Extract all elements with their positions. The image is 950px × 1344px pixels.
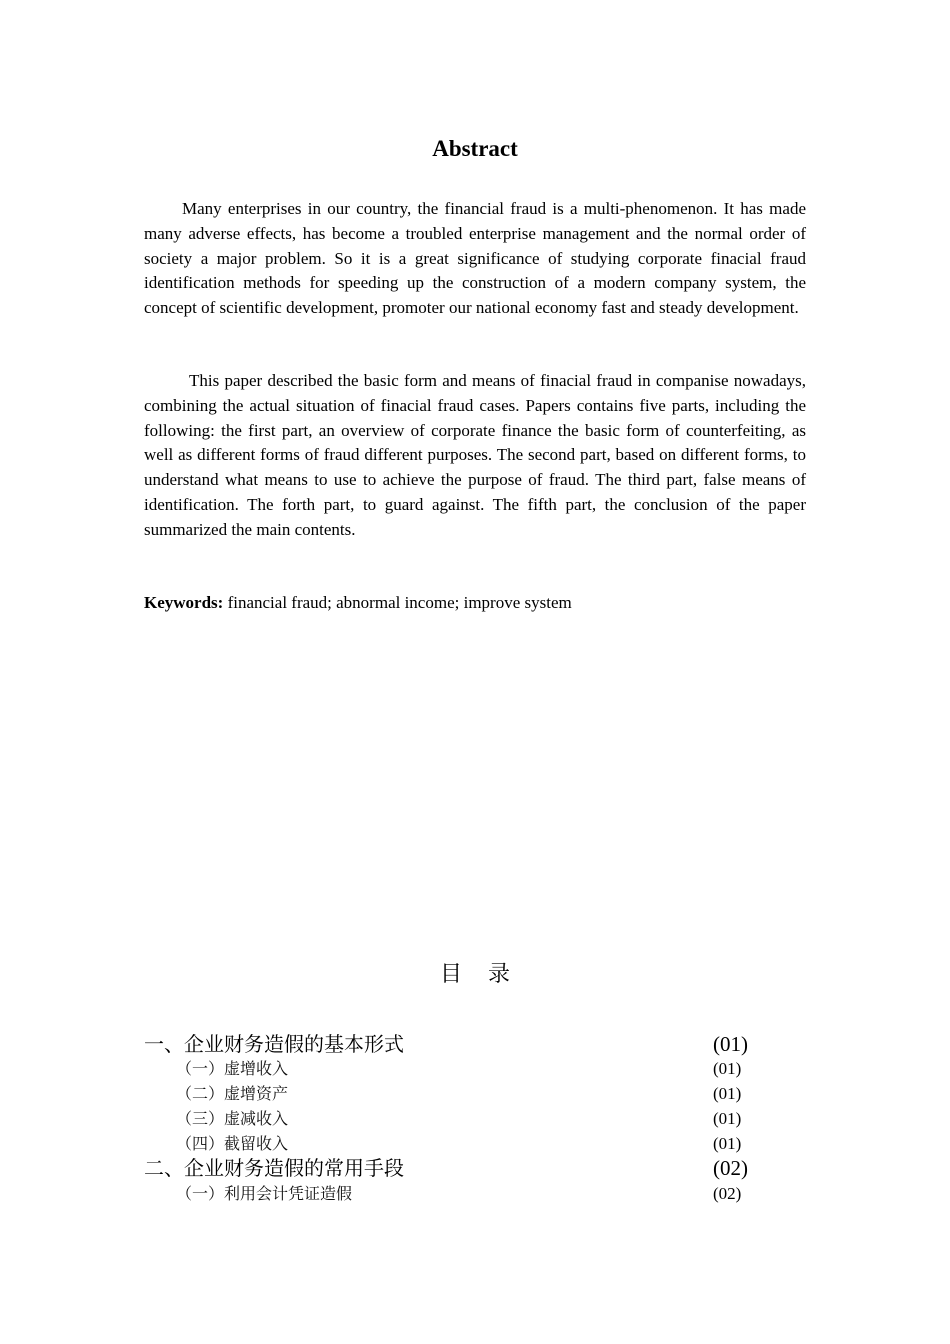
toc-entry-label: （一）利用会计凭证造假 (176, 1184, 353, 1203)
toc-entry[interactable] (144, 1031, 764, 1056)
toc-entry-page: (02) (713, 1184, 742, 1203)
toc-entry-page: (01) (713, 1134, 742, 1153)
abstract-paragraph-1: Many enterprises in our country, the financial fraud is a multi-phenomenon. It has made many adverse effects, has become a troubled enterprise management and the normal order of society a major problem. So it is a great significance of studying corporate finacial fraud identification methods for speeding up the construction of a modern company system, the concept of scientific development, promoter our national economy fast and steady development. (144, 199, 806, 318)
toc-entry-page: (01) (713, 1084, 742, 1103)
toc-entry[interactable] (144, 1082, 764, 1107)
keywords-text: financial fraud; abnormal income; improve system (227, 593, 572, 612)
toc-entry[interactable] (144, 1057, 764, 1082)
toc-entry-label: （三）虚减收入 (176, 1109, 289, 1128)
abstract-paragraph-2: This paper described the basic form and means of finacial fraud in companise nowadays, combining the actual situation of finacial fraud cases. Papers contains five parts, including the following: the first part, an overview of corporate finance the basic form of counterfeiting, as well as different forms of fraud different purposes. The second part, based on different forms, to understand what means to use to achieve the purpose of fraud. The third part, false means of identification. The forth part, to guard against. The fifth part, the conclusion of the paper summarized the main contents. (144, 371, 806, 539)
toc-entry-page: (01) (713, 1032, 748, 1056)
toc-entry-label: 二、企业财务造假的常用手段 (144, 1156, 404, 1180)
toc-entry-page: (01) (713, 1109, 742, 1128)
toc-entry[interactable] (144, 1182, 764, 1207)
toc-entry-label: （四）截留收入 (176, 1134, 289, 1153)
toc-entry-page: (02) (713, 1156, 748, 1180)
toc-entry[interactable] (144, 1107, 764, 1132)
toc-entry[interactable] (144, 1155, 764, 1180)
keywords-line (144, 591, 806, 615)
toc-entry-label: 一、企业财务造假的基本形式 (144, 1032, 404, 1056)
keywords-label: Keywords: (144, 593, 224, 612)
abstract-heading: Abstract (432, 136, 518, 161)
toc-entry-page: (01) (713, 1059, 742, 1078)
toc-entry-label: （二）虚增资产 (176, 1084, 289, 1103)
toc-entry[interactable] (144, 1132, 764, 1157)
toc-heading: 目录 (439, 962, 536, 987)
toc-entry-label: （一）虚增收入 (176, 1059, 289, 1078)
